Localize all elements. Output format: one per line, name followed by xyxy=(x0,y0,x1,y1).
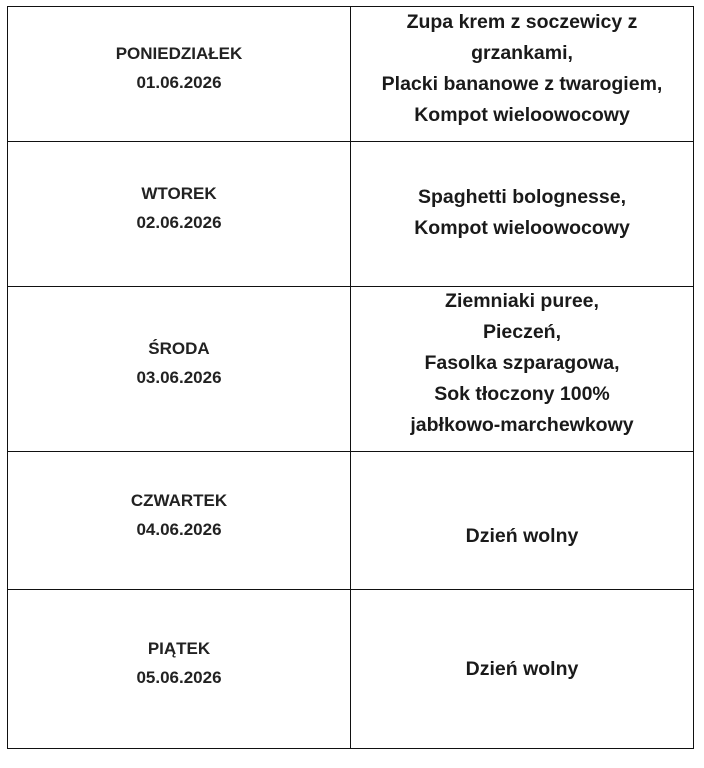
day-cell xyxy=(8,452,351,590)
day-date: 02.06.2026 xyxy=(136,213,222,232)
day-name: PIĄTEK xyxy=(147,639,211,658)
table-row xyxy=(8,452,694,590)
day-date: 04.06.2026 xyxy=(136,519,222,539)
meal-line: Sok tłoczony 100% xyxy=(434,382,610,405)
meal-line: Kompot wieloowocowy xyxy=(414,104,630,126)
day-date: 05.06.2026 xyxy=(136,668,222,687)
meal-line: Dzień wolny xyxy=(465,657,579,680)
meal-line: Spaghetti bolognesse, xyxy=(417,186,627,208)
day-date: 01.06.2026 xyxy=(136,73,222,92)
meal-cell xyxy=(351,7,694,142)
meal-line: Dzień wolny xyxy=(465,525,579,547)
day-cell xyxy=(8,142,351,287)
day-name: ŚRODA xyxy=(148,339,210,358)
day-date: 03.06.2026 xyxy=(136,368,222,387)
day-name: WTOREK xyxy=(141,184,217,203)
meal-line: grzankami, xyxy=(471,42,573,64)
meal-line: jabłkowo-marchewkowy xyxy=(410,413,634,436)
day-cell xyxy=(8,287,351,452)
meal-line: Fasolka szparagowa, xyxy=(424,351,620,374)
meal-line: Ziemniaki puree, xyxy=(445,289,599,312)
table-row xyxy=(8,7,694,142)
meal-cell xyxy=(351,590,694,749)
day-name: CZWARTEK xyxy=(130,490,228,510)
meal-cell xyxy=(351,452,694,590)
meal-line: Kompot wieloowocowy xyxy=(414,217,630,239)
weekly-menu-table xyxy=(7,6,694,749)
day-cell xyxy=(8,590,351,749)
table-row xyxy=(8,590,694,749)
meal-line: Zupa krem z soczewicy z xyxy=(406,11,638,33)
meal-cell xyxy=(351,142,694,287)
meal-cell xyxy=(351,287,694,452)
table-row xyxy=(8,142,694,287)
meal-line: Pieczeń, xyxy=(482,320,562,343)
day-cell xyxy=(8,7,351,142)
day-name: PONIEDZIAŁEK xyxy=(115,44,243,63)
table-row xyxy=(8,287,694,452)
meal-line: Placki bananowe z twarogiem, xyxy=(381,73,663,95)
